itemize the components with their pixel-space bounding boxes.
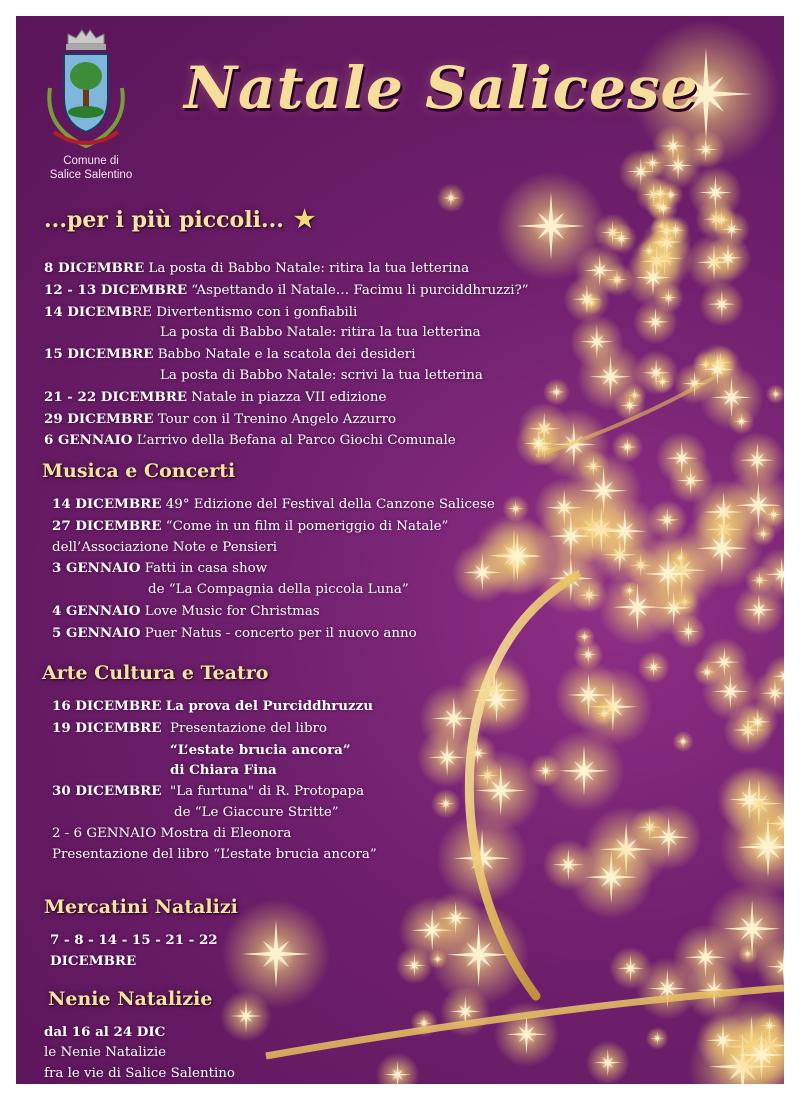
sparkle-star-icon — [555, 661, 623, 729]
sparkle-star-icon — [670, 548, 690, 568]
item-text: La posta di Babbo Natale: ritira la tua letterina — [160, 325, 481, 341]
item-text: La prova del Purciddhruzzu — [165, 698, 373, 714]
item-text: 49° Edizione del Festival della Canzone Salicese — [165, 497, 495, 512]
list-item — [52, 803, 377, 824]
item-text: Presentazione del libro “L’estate brucia ancora” — [52, 846, 377, 862]
item-date: 21 - 22 DICEMBRE — [44, 388, 188, 405]
sparkle-star-icon — [766, 384, 784, 404]
page-title: Natale Salicese — [184, 54, 699, 122]
mercatini-dates: 7 - 8 - 14 - 15 - 21 - 22 — [50, 932, 218, 948]
item-date: 8 DICEMBRE — [44, 260, 145, 276]
sparkle-star-icon — [586, 1041, 630, 1084]
sparkle-star-icon — [590, 496, 660, 566]
item-text: "La furtuna" di R. Protopapa — [170, 784, 365, 800]
item-text: “L’estate brucia ancora” — [170, 741, 351, 758]
item-text: Puer Natus - concerto per il nuovo anno — [144, 625, 417, 641]
list-item — [52, 558, 495, 580]
item-text: Mostra di Eleonora — [160, 825, 292, 841]
item-text: Fatti in casa show — [144, 561, 268, 577]
sparkle-star-icon — [686, 130, 725, 169]
item-text: Natale in piazza VII edizione — [191, 389, 387, 405]
item-text: Love Music for Christmas — [144, 603, 320, 619]
item-date: 4 GENNAIO — [52, 602, 141, 619]
list-musica — [52, 494, 495, 645]
sparkle-star-icon — [577, 343, 645, 411]
item-text: de “Le Giaccure Stritte” — [174, 804, 339, 820]
heading-piccoli-text: ...per i più piccoli... — [44, 207, 284, 233]
sparkle-star-icon — [637, 651, 669, 683]
sparkle-star-icon — [574, 245, 625, 296]
item-text: dell’Associazione Note e Pensieri — [52, 539, 278, 555]
item-date: 2 - 6 GENNAIO — [52, 825, 157, 841]
item-date: 16 DICEMBRE — [52, 698, 162, 714]
item-text: La posta di Babbo Natale: ritira la tua letterina — [148, 261, 470, 276]
sparkle-star-icon — [646, 1027, 669, 1050]
item-text: L’arrivo della Befana al Parco Giochi Comunale — [136, 433, 456, 449]
heading-arte: Arte Cultura e Teatro — [42, 662, 269, 684]
poster — [16, 16, 784, 1084]
list-item — [52, 494, 495, 516]
heading-musica: Musica e Concerti — [42, 460, 236, 482]
nenie-line: le Nenie Natalizie — [44, 1044, 167, 1060]
sparkle-star-icon — [693, 658, 721, 686]
heading-nenie: Nenie Natalizie — [48, 988, 213, 1010]
sparkle-star-icon — [651, 370, 675, 394]
list-item — [52, 740, 377, 761]
item-date: 19 DICEMBRE — [52, 719, 162, 736]
item-text: “Come in un film il pomeriggio di Natale” — [165, 518, 449, 534]
list-item — [44, 387, 529, 409]
list-piccoli — [44, 258, 529, 452]
sparkle-star-icon — [569, 835, 653, 919]
list-item — [52, 760, 377, 781]
item-date: 14 DICEMB — [44, 303, 133, 320]
item-date: 5 GENNAIO — [52, 624, 141, 641]
nenie-line: fra le vie di Salice Salentino — [44, 1065, 235, 1081]
sparkle-star-icon — [543, 378, 570, 405]
item-text: de “La Compagnia della piccola Luna” — [148, 582, 409, 598]
list-item — [44, 323, 529, 344]
sparkle-star-icon — [661, 216, 689, 244]
list-item — [52, 601, 495, 623]
item-text: La posta di Babbo Natale: scrivi la tua letterina — [160, 367, 483, 383]
list-item — [52, 781, 377, 803]
list-item — [52, 538, 495, 559]
heading-mercatini: Mercatini Natalizi — [44, 896, 238, 918]
sparkle-star-icon — [673, 731, 694, 752]
list-item — [52, 824, 377, 845]
item-text: di Chiara Fina — [170, 762, 277, 779]
list-item — [44, 344, 529, 366]
list-item — [44, 430, 529, 452]
list-item — [44, 258, 529, 280]
list-item — [52, 516, 495, 538]
item-text: Presentazione del libro — [170, 720, 327, 736]
item-date: 3 GENNAIO — [52, 560, 141, 577]
item-date: 15 DICEMBRE — [44, 346, 154, 363]
sparkle-star-icon — [395, 947, 433, 985]
list-mercatini — [50, 930, 218, 972]
item-date: 30 DICEMBRE — [52, 783, 162, 800]
list-item — [44, 409, 529, 431]
municipality-label-line2: Salice Salentino — [49, 169, 133, 181]
sparkle-star-icon — [543, 730, 624, 811]
list-item — [52, 718, 377, 740]
star-icon: ★ — [293, 204, 316, 233]
heading-piccoli — [44, 204, 315, 233]
sparkle-star-icon — [656, 432, 708, 484]
item-date: 14 DICEMBRE — [52, 496, 162, 512]
sparkle-star-icon — [738, 944, 758, 964]
list-item — [52, 845, 377, 866]
sparkle-star-icon — [431, 789, 461, 819]
list-item — [52, 580, 495, 601]
list-item — [52, 623, 495, 645]
sparkle-star-icon — [638, 148, 667, 177]
nenie-dates: dal 16 al 24 DIC — [44, 1024, 166, 1040]
item-text: RE Divertentismo con i gonfiabili — [132, 304, 358, 320]
sparkle-star-icon — [437, 184, 466, 213]
item-text: Babbo Natale e la scatola dei desideri — [157, 347, 416, 363]
item-text: Tour con il Trenino Angelo Azzurro — [157, 411, 397, 427]
mercatini-month: DICEMBRE — [50, 952, 137, 969]
list-arte — [52, 696, 377, 865]
item-date: 12 - 13 DICEMBRE — [44, 281, 188, 298]
sparkle-star-icon — [699, 282, 744, 327]
item-date: 6 GENNAIO — [44, 432, 133, 449]
item-text: “Aspettando il Natale… Facimu li purciddhruzzi?” — [191, 282, 529, 298]
item-date: 29 DICEMBRE — [44, 410, 154, 427]
list-item — [52, 696, 377, 718]
sparkle-star-icon — [574, 626, 595, 647]
municipal-crest-icon — [40, 28, 132, 156]
list-item — [44, 366, 529, 387]
list-nenie — [44, 1022, 235, 1084]
sparkle-star-icon — [728, 408, 755, 435]
list-item — [44, 302, 529, 324]
municipality-label — [36, 154, 146, 182]
item-date: 27 DICEMBRE — [52, 517, 162, 534]
sparkle-star-icon — [376, 1053, 420, 1084]
sparkle-star-icon — [428, 949, 447, 968]
sparkle-star-icon — [705, 235, 751, 281]
list-item — [44, 280, 529, 302]
municipality-label-line1: Comune di — [63, 155, 119, 167]
